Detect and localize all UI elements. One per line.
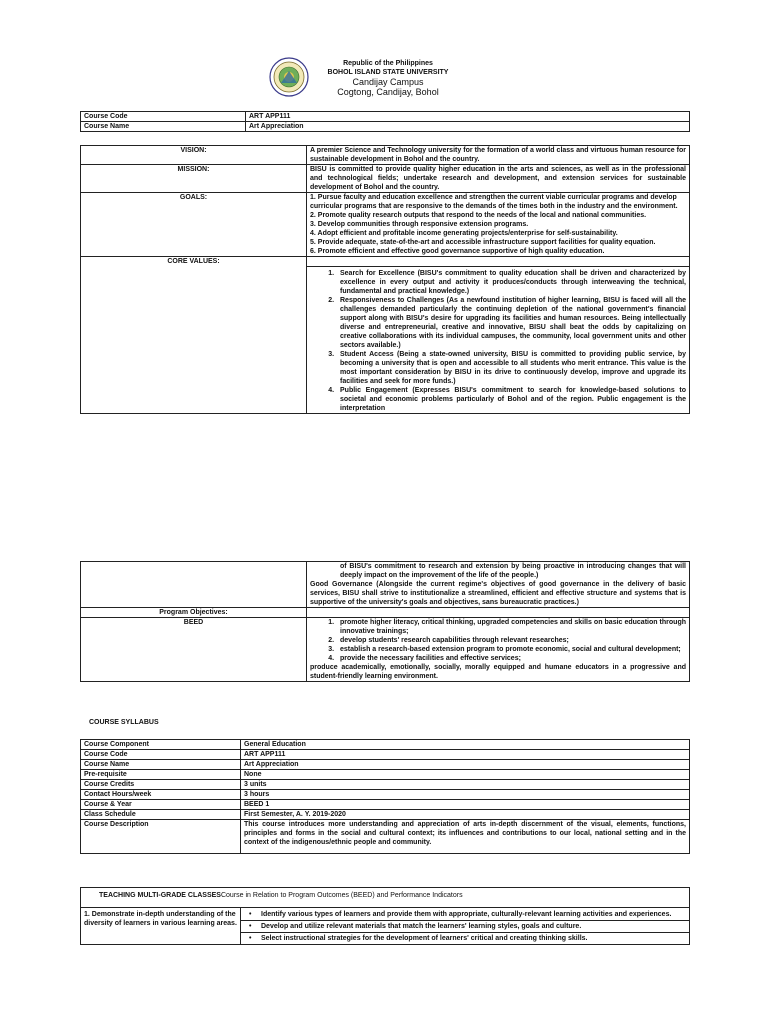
syllabus-label: Pre-requisite [81, 770, 241, 780]
document-header [318, 59, 458, 97]
syllabus-value: 3 hours [241, 790, 690, 800]
syllabus-value: First Semester, A. Y. 2019-2020 [241, 810, 690, 820]
outcomes-heading [81, 888, 690, 908]
indicator-text: Develop and utilize relevant materials that match the learners' learning styles, goals and culture. [261, 923, 582, 930]
university-seal-logo [269, 57, 309, 97]
core-values-continued [307, 562, 690, 608]
outcomes-heading-course: TEACHING MULTI-GRADE CLASSES [99, 892, 221, 899]
table-row [81, 888, 690, 908]
syllabus-table [80, 739, 690, 854]
table-row [81, 618, 690, 682]
beed-objective-item: 1. promote higher literacy, critical thinking, upgraded competencies and skills on basic education through innovative trainings; [336, 618, 686, 636]
syllabus-label: Course Code [81, 750, 241, 760]
good-governance-text: Good Governance (Alongside the current regime's objectives of good governance in the delivery of basic services, BISU shall strive to institutionalize a streamlined, efficient and effective structure and systems that is supportive of the university's goals and objectives, sans bureaucratic practices.) [310, 581, 686, 606]
indicator-item [241, 908, 689, 921]
goals-list [307, 193, 690, 257]
table-row [81, 908, 690, 945]
goal-item: 6. Promote efficient and effective good governance supportive of high quality education. [310, 248, 605, 255]
beed-objective-item: 4. provide the necessary facilities and effective services; [336, 654, 686, 663]
goal-item: 1. Pursue faculty and education excellence and strengthen the current viable curricular programs and develop curricular programs that are responsive to the demands of the times both in the industry and the environment. [310, 194, 678, 210]
syllabus-value: ART APP111 [241, 750, 690, 760]
beed-objectives [307, 618, 690, 682]
table-row [81, 257, 690, 267]
table-row [81, 562, 690, 608]
table-row [81, 750, 690, 760]
table-row [81, 760, 690, 770]
syllabus-value: BEED 1 [241, 800, 690, 810]
goals-label: GOALS: [81, 193, 307, 257]
syllabus-value: 3 units [241, 780, 690, 790]
indicator-item [241, 921, 689, 933]
syllabus-value: None [241, 770, 690, 780]
syllabus-label: Course Component [81, 740, 241, 750]
table-row [81, 112, 690, 122]
course-description-value: This course introduces more understanding and appreciation of arts in-depth discernment of the visual, elements, functions, principles and forms in the social and cultural context; its influences and contributions to our local, national setting and in the context of the indigenous/ethnic people and community. [241, 820, 690, 854]
beed-label: BEED [81, 618, 307, 682]
indicator-text: Select instructional strategies for the development of learners' critical and creating thinking skills. [261, 935, 588, 942]
syllabus-label: Course Name [81, 760, 241, 770]
syllabus-value: General Education [241, 740, 690, 750]
mission-text: BISU is committed to provide quality higher education in the arts and sciences, as well as in the professional and technological fields; undertake research and development, and extension services for sustainable development of Bohol and the country. [307, 165, 690, 193]
goal-item: 3. Develop communities through responsive extension programs. [310, 221, 529, 228]
goal-item: 5. Provide adequate, state-of-the-art and accessible infrastructure support facilities for quality equation. [310, 239, 656, 246]
core-value-item: 1. Search for Excellence (BISU's commitment to quality education shall be driven and characterized by excellence in every output and activity it produces/conducts through interweaving the technical, fundamental and practical knowledge.) [336, 269, 686, 296]
beed-objective-item: 3. establish a research-based extension program to promote economic, social and cultural development; [336, 645, 686, 654]
table-row [81, 800, 690, 810]
table-row [81, 740, 690, 750]
table-row [81, 266, 690, 413]
header-university: BOHOL ISLAND STATE UNIVERSITY [327, 69, 449, 76]
syllabus-label: Course Description [81, 820, 241, 854]
mission-label: MISSION: [81, 165, 307, 193]
vision-label: VISION: [81, 146, 307, 165]
course-code-value: ART APP111 [246, 112, 690, 122]
outcomes-heading-rest: Course in Relation to Program Outcomes (BEED) and Performance Indicators [220, 892, 463, 899]
header-republic: Republic of the Philippines [343, 60, 433, 67]
goal-item: 2. Promote quality research outputs that respond to the needs of the local and national communities. [310, 212, 647, 219]
goal-item: 4. Adopt efficient and profitable income generating projects/enterprise for self-sustainability. [310, 230, 618, 237]
course-code-label: Course Code [81, 112, 246, 122]
course-name-value: Art Appreciation [246, 122, 690, 132]
core-value-item: 4. Public Engagement (Expresses BISU's commitment to search for knowledge-based solutions to societal and economic problems particularly of Bohol and of the region. Public engagement is the interpretation [336, 386, 686, 413]
vision-text: A premier Science and Technology university for the formation of a world class and virtuous human resource for sustainable development in Bohol and the country. [307, 146, 690, 165]
indicator-text: Identify various types of learners and provide them with appropriate, culturally-relevant learning activities and experiences. [261, 911, 672, 918]
syllabus-label: Course Credits [81, 780, 241, 790]
table-row [81, 146, 690, 165]
core-values-list [307, 266, 690, 413]
table-row [81, 193, 690, 257]
public-engagement-cont: of BISU's commitment to research and extension by being proactive in introducing changes that will deeply impact on the improvement of the life of the people.) [340, 563, 686, 579]
table-row [81, 165, 690, 193]
indicator-item [241, 933, 689, 944]
outcomes-table [80, 887, 690, 945]
course-info-table [80, 111, 690, 132]
core-value-item: 2. Responsiveness to Challenges (As a newfound institution of higher learning, BISU is faced will all the challenges demanded particularly the continuing depletion of the national government's financial support along with BISU's desire for upgrading its facilities and human resources. Being intellectually diverse and entrepreneurial, creative and innovative, BISU shall beat the odds by capitalizing on creative collaborations with its individual campuses, the community, local government units and other sectors available.) [336, 296, 686, 350]
course-name-label: Course Name [81, 122, 246, 132]
table-row [81, 810, 690, 820]
program-objectives-label: Program Objectives: [81, 608, 307, 618]
syllabus-label: Course & Year [81, 800, 241, 810]
beed-closing-text: produce academically, emotionally, socially, morally equipped and humane educators in a progressive and student-friendly learning environment. [310, 664, 686, 680]
syllabus-label: Class Schedule [81, 810, 241, 820]
vmg-table [80, 145, 690, 414]
table-row [81, 770, 690, 780]
syllabus-label: Contact Hours/week [81, 790, 241, 800]
header-address: Cogtong, Candijay, Bohol [337, 87, 439, 97]
header-campus: Candijay Campus [352, 77, 424, 87]
table-row [81, 122, 690, 132]
continued-table [80, 561, 690, 682]
indicators-cell [241, 908, 690, 945]
outcome-1: 1. Demonstrate in-depth understanding of the diversity of learners in various learning areas. [81, 908, 241, 945]
syllabus-title: COURSE SYLLABUS [89, 719, 159, 726]
core-values-label: CORE VALUES: [81, 257, 307, 267]
syllabus-value: Art Appreciation [241, 760, 690, 770]
table-row [81, 820, 690, 854]
core-value-item: 3. Student Access (Being a state-owned university, BISU is committed to providing public service, by becoming a university that is open and accessible to all students who merit entrance. This value is the most important consideration by BISU in its drive to continuously develop, improve and upgrade its facilities and seek for more funds.) [336, 350, 686, 386]
table-row [81, 790, 690, 800]
beed-objective-item: 2. develop students' research capabilities through relevant researches; [336, 636, 686, 645]
table-row [81, 608, 690, 618]
table-row [81, 780, 690, 790]
